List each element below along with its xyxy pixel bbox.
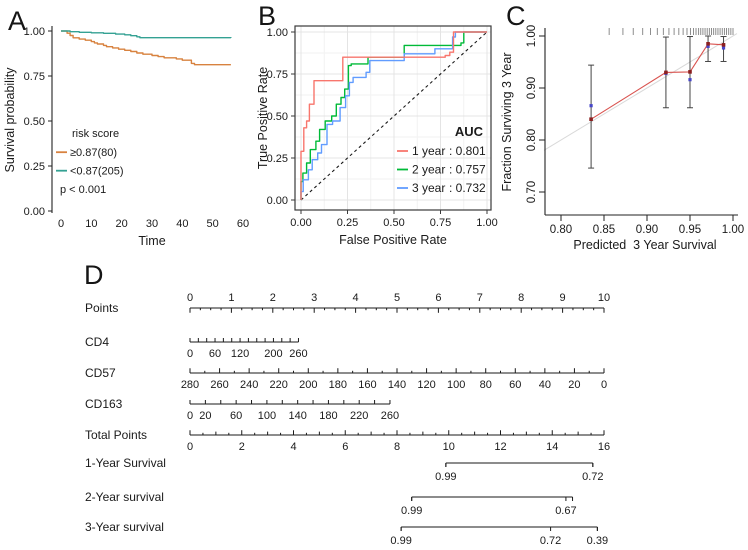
scale-tick-label: 100 [446, 379, 466, 391]
panel-a-km-plot [0, 0, 255, 260]
x-tick-label: 20 [115, 218, 128, 230]
survival-probability-label: 0.99 [435, 471, 457, 483]
scale-tick-label: 180 [319, 410, 338, 422]
scale-tick-label: 0 [186, 410, 194, 422]
legend-label: 1 year [412, 144, 446, 158]
scale-tick-label: 6 [435, 292, 442, 304]
y-tick-label: 0.75 [23, 70, 45, 83]
corrected-marker [590, 104, 593, 107]
scale-tick-label: 0 [186, 292, 194, 304]
observed-marker [589, 117, 593, 121]
row-label: 2-Year survival [85, 490, 164, 504]
y-axis-title: Fraction Surviving 3 Year [500, 52, 514, 192]
scale-tick-label: 0 [186, 441, 194, 453]
survival-probability-label: 0.99 [400, 505, 423, 517]
x-tick-label: 40 [176, 218, 189, 230]
scale-tick-label: 60 [208, 348, 222, 360]
scale-tick-label: 160 [358, 379, 377, 391]
scale-tick-label: 8 [393, 441, 401, 453]
y-axis-title: True Positive Rate [256, 66, 270, 170]
scale-tick-label: 200 [264, 348, 283, 360]
scale-tick-label: 7 [476, 292, 483, 304]
y-tick-label: 0.25 [266, 152, 288, 165]
scale-tick-label: 80 [479, 379, 492, 391]
km-curve-low-risk [61, 31, 231, 38]
scale-tick-label: 0 [600, 379, 608, 391]
scale-tick-label: 16 [597, 441, 611, 453]
observed-marker [706, 42, 710, 46]
scale-tick-label: 260 [380, 410, 400, 422]
y-tick-label: 0.25 [23, 160, 45, 173]
legend-auc-value: : 0.732 [449, 181, 486, 195]
x-tick-label: 0.95 [678, 224, 702, 236]
row-label: CD57 [85, 366, 116, 380]
scale-tick-label: 12 [494, 441, 507, 453]
x-tick-label: 10 [85, 218, 98, 230]
pvalue-label: p < 0.001 [60, 184, 107, 196]
y-axis-title: Survival probability [3, 67, 17, 173]
survival-probability-label: 0.67 [555, 505, 577, 517]
scale-tick-label: 2 [269, 292, 276, 304]
scale-tick-label: 10 [442, 441, 455, 453]
x-tick-label: 60 [236, 218, 250, 230]
panel-b-roc-plot [255, 0, 500, 260]
survival-probability-label: 0.72 [539, 535, 562, 547]
panel-c-calibration-plot [495, 0, 748, 260]
row-label: CD4 [85, 335, 110, 349]
scale-tick-label: 9 [559, 292, 566, 304]
scale-tick-label: 120 [230, 348, 250, 360]
legend-label: 2 year [412, 162, 446, 177]
x-axis-title: Time [138, 234, 166, 248]
scale-tick-label: 20 [199, 410, 212, 422]
panel-a-letter: A [8, 6, 27, 36]
scale-tick-label: 3 [311, 292, 318, 304]
scale-tick-label: 120 [417, 379, 436, 391]
panel-b-letter: B [258, 1, 277, 31]
panel-d-nomogram [0, 260, 748, 550]
scale-tick-label: 10 [597, 292, 611, 304]
scale-tick-label: 140 [387, 379, 407, 391]
y-tick-label: 0.00 [23, 205, 45, 218]
x-tick-label: 0.75 [429, 217, 452, 229]
scale-tick-label: 4 [352, 292, 359, 304]
y-tick-label: 1.00 [266, 26, 288, 39]
scale-tick-label: 60 [230, 410, 243, 422]
scale-tick-label: 100 [257, 410, 277, 422]
legend-title: risk score [72, 128, 120, 140]
scale-tick-label: 220 [350, 410, 369, 422]
x-tick-label: 0.90 [635, 224, 659, 236]
scale-tick-label: 260 [289, 348, 308, 360]
survival-probability-label: 0.72 [582, 471, 604, 483]
x-tick-label: 50 [206, 218, 219, 230]
survival-probability-label: 0.99 [390, 535, 412, 547]
y-tick-label: 0.00 [266, 194, 288, 207]
scale-tick-label: 180 [328, 379, 348, 391]
row-label: 1-Year Survival [85, 456, 166, 470]
scale-tick-label: 14 [546, 441, 559, 453]
x-tick-label: 0.50 [383, 217, 405, 229]
row-label: Points [85, 301, 119, 315]
km-curve-high-risk [61, 31, 231, 65]
legend-label: <0.87(205) [70, 165, 124, 178]
row-label: 3-Year survival [85, 520, 164, 534]
x-tick-label: 1.00 [476, 217, 498, 229]
y-tick-label: 0.70 [526, 180, 538, 204]
y-tick-label: 0.90 [526, 76, 538, 100]
panel-c-letter: C [506, 1, 526, 31]
x-tick-label: 30 [145, 218, 159, 230]
legend-title: AUC [454, 124, 483, 139]
scale-tick-label: 280 [180, 379, 200, 391]
scale-tick-label: 6 [342, 441, 349, 453]
scale-tick-label: 240 [239, 379, 259, 391]
y-tick-label: 1.00 [526, 24, 538, 48]
scale-tick-label: 20 [568, 379, 581, 391]
scale-tick-label: 140 [288, 410, 307, 422]
legend-auc-value: : 0.757 [449, 162, 486, 177]
x-tick-label: 0.00 [290, 217, 312, 229]
legend-label: ≥0.87(80) [70, 147, 118, 159]
observed-marker [722, 43, 726, 47]
x-tick-label: 0.85 [592, 224, 616, 236]
x-tick-label: 0.25 [336, 217, 359, 229]
x-axis-title: False Positive Rate [339, 233, 447, 247]
scale-tick-label: 4 [290, 441, 297, 453]
corrected-marker [722, 46, 725, 49]
corrected-marker [688, 78, 691, 81]
row-label: CD163 [85, 397, 123, 411]
scale-tick-label: 40 [538, 379, 551, 391]
y-tick-label: 0.50 [266, 110, 288, 123]
scale-tick-label: 2 [238, 441, 245, 453]
y-tick-label: 0.80 [526, 128, 538, 152]
legend-auc-value: : 0.801 [449, 144, 486, 158]
observed-marker [688, 70, 692, 74]
survival-probability-label: 0.39 [586, 535, 609, 547]
y-tick-label: 1.00 [23, 25, 45, 38]
observed-marker [664, 71, 668, 75]
scale-tick-label: 1 [228, 292, 235, 304]
scale-tick-label: 200 [299, 379, 318, 391]
scale-tick-label: 8 [518, 292, 525, 304]
legend-label: 3 year [412, 181, 446, 195]
y-tick-label: 0.50 [23, 115, 45, 128]
scale-tick-label: 60 [509, 379, 522, 391]
x-axis-title: Predicted 3 Year Survival [573, 238, 717, 252]
scale-tick-label: 220 [269, 379, 288, 391]
scale-tick-label: 260 [210, 379, 229, 391]
row-label: Total Points [85, 428, 148, 442]
scale-tick-label: 0 [186, 348, 194, 360]
panel-d-letter: D [84, 260, 104, 290]
x-tick-label: 0.80 [549, 224, 573, 236]
x-tick-label: 1.00 [721, 224, 745, 236]
scale-tick-label: 5 [393, 292, 401, 304]
x-tick-label: 0 [57, 218, 65, 230]
y-tick-label: 0.75 [266, 68, 288, 81]
